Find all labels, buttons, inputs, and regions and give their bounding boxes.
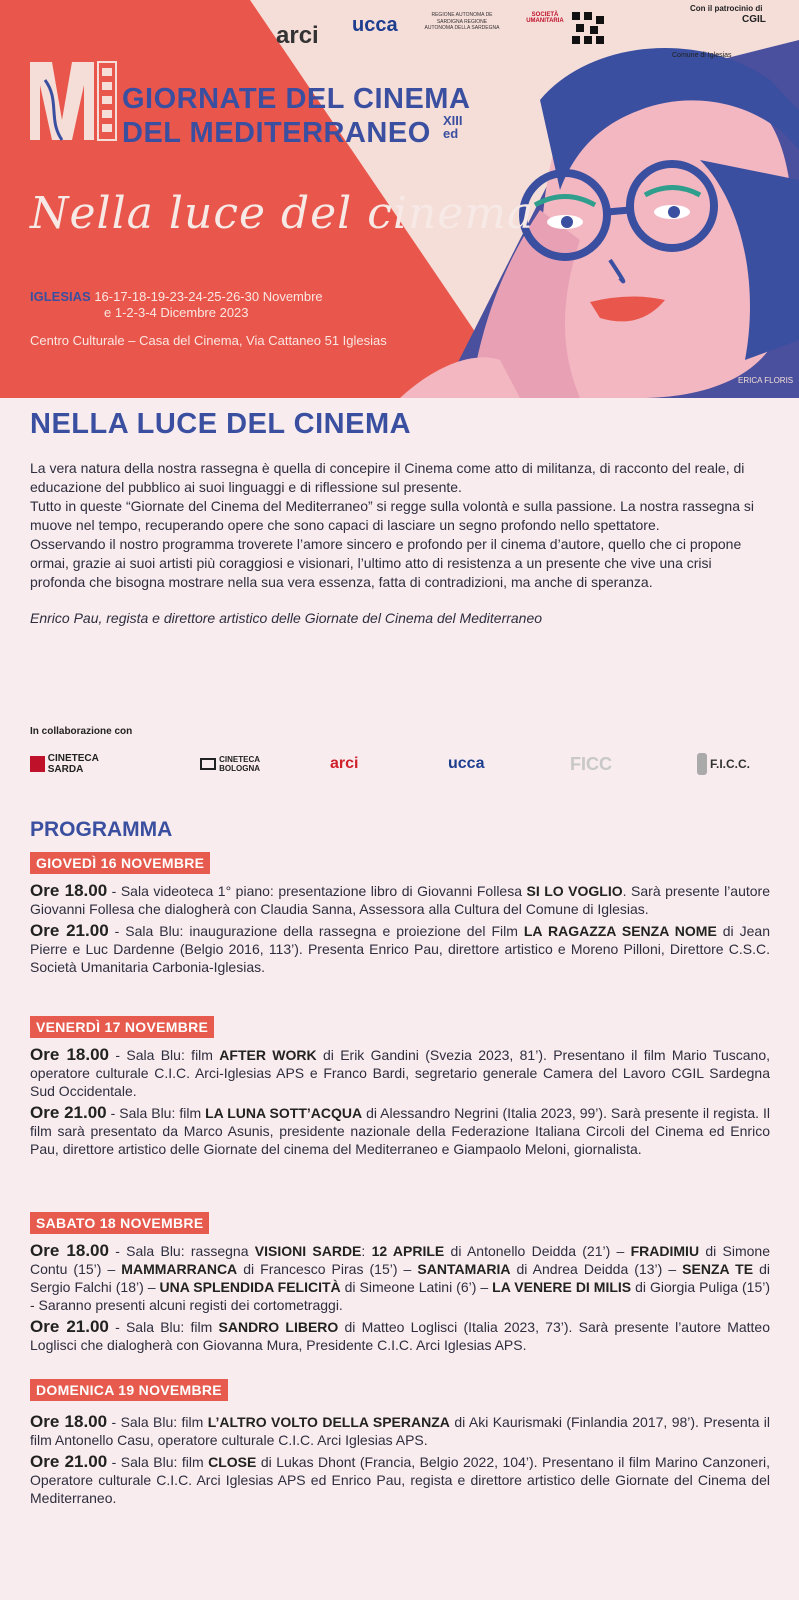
patrocinio-label: Con il patrocinio di [690, 4, 763, 13]
program-title: PROGRAMMA [30, 818, 173, 841]
ficc-sardegna-logo: F.I.C.C. [697, 748, 750, 780]
event-title: SANTAMARIA [417, 1261, 511, 1277]
arci-logo: arci [276, 22, 319, 49]
event-title: VISIONI SARDE [254, 1243, 362, 1259]
festival-title-line1: GIORNATE DEL CINEMA [122, 83, 471, 115]
day-block [30, 1212, 770, 1354]
ficc-logo: FICC [570, 753, 612, 774]
eye-icon [200, 758, 216, 770]
program-event: Ore 18.00 - Sala Blu: film AFTER WORK di Erik Gandini (Svezia 2023, 81’). Presentano il film Mario Tuscano, operatore culturale C.I.C. Arci-Iglesias APS e Franco Bardi, segretario generale Camera del Lavoro CGIL Sardegna Sud Occidentale. [30, 1045, 770, 1099]
program-event: Ore 18.00 - Sala videoteca 1° piano: presentazione libro di Giovanni Follesa SI LO VOGLIO. Sarà presente l’autore Giovanni Follesa che dialogherà con Claudia Sanna, Assessora alla Cultura del Comune di Iglesias. [30, 881, 771, 917]
comune-label: Comune di Iglesias [672, 52, 732, 59]
event-title: L’ALTRO VOLTO DELLA SPERANZA [207, 1414, 450, 1430]
intro-title: NELLA LUCE DEL CINEMA [30, 408, 412, 440]
edition-badge [443, 114, 463, 140]
event-time: Ore 18.00 [30, 1412, 108, 1431]
collab-label: In collaborazione con [30, 726, 133, 737]
event-time: Ore 21.00 [30, 921, 109, 940]
day-label: SABATO 18 NOVEMBRE [30, 1212, 209, 1234]
event-title: SI LO VOGLIO [526, 883, 623, 899]
event-time: Ore 21.00 [30, 1317, 109, 1336]
day-label: DOMENICA 19 NOVEMBRE [30, 1379, 228, 1401]
script-title: Nella luce del cinema [30, 188, 535, 239]
intro-signature: Enrico Pau, regista e direttore artistico delle Giornate del Cinema del Mediterraneo [30, 610, 543, 626]
festival-title-line2: DEL MEDITERRANEO [122, 117, 431, 149]
day-label: VENERDÌ 17 NOVEMBRE [30, 1016, 214, 1038]
city-name: IGLESIAS [30, 289, 91, 304]
event-time: Ore 18.00 [30, 1241, 109, 1260]
event-title: AFTER WORK [219, 1047, 317, 1063]
cineteca-sarda-logo: CINETECA SARDA [30, 748, 130, 780]
event-time: Ore 21.00 [30, 1103, 107, 1122]
festival-dates [30, 289, 323, 321]
day-block [30, 852, 770, 976]
intro-paragraph: La vera natura della nostra rassegna è quella di concepire il Cinema come atto di militanza, di racconto del reale, di educazione del pubblico ai suoi linguaggi e di riflessione sul presente. [30, 460, 745, 495]
program-event: Ore 18.00 - Sala Blu: rassegna VISIONI SARDE: 12 APRILE di Antonello Deidda (21’) – FRADIMIU di Simone Contu (15’) – MAMMARRANCA di Francesco Piras (15’) – SANTAMARIA di Andrea Deidda (13’) – SENZA TE di Sergio Falchi (18’) – UNA SPLENDIDA FELICITÀ di Simeone Latini (6’) – LA VENERE DI MILIS di Giorgia Puliga (15’) - Saranno presenti alcuni registi dei cortometraggi. [30, 1241, 770, 1313]
hero-banner [0, 0, 799, 398]
dates-line1: 16-17-18-19-23-24-25-26-30 Novembre [94, 289, 323, 304]
edition-number: XIII [443, 113, 463, 128]
event-title: 12 APRILE [371, 1243, 445, 1259]
venue: Centro Culturale – Casa del Cinema, Via Cattaneo 51 Iglesias [30, 333, 387, 348]
intro-section [30, 408, 770, 626]
event-title: SENZA TE [682, 1261, 754, 1277]
intro-paragraph: Tutto in queste “Giornate del Cinema del Mediterraneo” si regge sulla volontà e sulla passione. La nostra rassegna si muove nel tempo, recuperando opere che sono capaci di lasciare un segno profondo nello spettatore. [30, 498, 754, 533]
edition-suffix: ed [443, 126, 459, 141]
day-label: GIOVEDÌ 16 NOVEMBRE [30, 852, 210, 874]
event-title: LA VENERE DI MILIS [492, 1279, 632, 1295]
event-title: SANDRO LIBERO [218, 1319, 339, 1335]
cgil-logo: CGIL [742, 14, 766, 25]
event-time: Ore 18.00 [30, 881, 108, 900]
intro-text [30, 459, 770, 592]
event-title: CLOSE [208, 1454, 257, 1470]
event-title: LA LUNA SOTT’ACQUA [205, 1105, 363, 1121]
collab-logos [30, 748, 775, 780]
fabbrica-logo [572, 12, 604, 46]
program-event: Ore 21.00 - Sala Blu: film CLOSE di Lukas Dhont (Francia, Belgio 2022, 104’). Presentano il film Marino Canzoneri, Operatore culturale C.I.C. Arci Iglesias APS ed Enrico Pau, regista e direttore artistico delle Giornate del Cinema del Mediterraneo. [30, 1452, 771, 1506]
event-time: Ore 18.00 [30, 1045, 110, 1064]
ucca-collab-logo: ucca [448, 755, 485, 772]
festival-title [122, 82, 470, 150]
event-title: FRADIMIU [630, 1243, 700, 1259]
dates-line2: e 1-2-3-4 Dicembre 2023 [104, 305, 249, 320]
cineteca-sarda-mark-icon [30, 756, 45, 772]
event-title: UNA SPLENDIDA FELICITÀ [159, 1279, 341, 1295]
regione-sardegna-logo: REGIONE AUTONOMA DE SARDIGNA REGIONE AUTONOMA DELLA SARDEGNA [424, 12, 500, 31]
program-event: Ore 21.00 - Sala Blu: inaugurazione della rassegna e proiezione del Film LA RAGAZZA SENZA NOME di Jean Pierre e Luc Dardenne (Belgio 2016, 113’). Presenta Enrico Pau, direttore artistico e Moreno Pilloni, Direttore C.S.C. Società Umanitaria Carbonia-Iglesias. [30, 921, 770, 975]
event-time: Ore 21.00 [30, 1452, 108, 1471]
event-title: MAMMARRANCA [121, 1261, 238, 1277]
day-block [30, 1379, 770, 1507]
sardinia-icon [697, 753, 707, 775]
cineteca-bologna-logo: CINETECA BOLOGNA [200, 748, 270, 780]
program-event: Ore 21.00 - Sala Blu: film LA LUNA SOTT’ACQUA di Alessandro Negrini (Italia 2023, 99’). Sarà presente il regista. Il film sarà presentato da Marco Asunis, presidente nazionale della Federazione Italiana Circoli del Cinema ed Enrico Pau, direttore artistico delle Giornate del cinema del Mediterraneo e Giampaolo Meloni, giornalista. [30, 1103, 771, 1157]
artist-signature: ERICA FLORIS [738, 376, 794, 385]
program-event: Ore 21.00 - Sala Blu: film SANDRO LIBERO di Matteo Loglisci (Italia 2023, 73’). Sarà presente l’autore Matteo Loglisci che dialogherà con Giovanna Mura, Presidente C.I.C. Arci Iglesias APS. [30, 1317, 771, 1353]
day-block [30, 1016, 770, 1158]
event-title: LA RAGAZZA SENZA NOME [523, 923, 717, 939]
program-event: Ore 18.00 - Sala Blu: film L’ALTRO VOLTO DELLA SPERANZA di Aki Kaurismaki (Finlandia 2017, 98’). Presenta il film Antonello Casu, operatore culturale C.I.C. Arci Iglesias APS. [30, 1412, 771, 1448]
ucca-logo: ucca [352, 14, 398, 36]
societa-umanitaria-logo: SOCIETÀ UMANITARIA [526, 12, 564, 24]
intro-paragraph: Osservando il nostro programma troverete l’amore sincero e profondo per il cinema d’autore, quello che ci propone ormai, grazie ai suoi artisti più coraggiosi e visionari, l’ultimo atto di resistenza a un presente che vive una crisi profonda che bisogna mostrare nella sua vera essenza, fatta di contradizioni, ma anche di speranza. [30, 536, 742, 590]
arci-collab-logo: arci [330, 755, 359, 772]
